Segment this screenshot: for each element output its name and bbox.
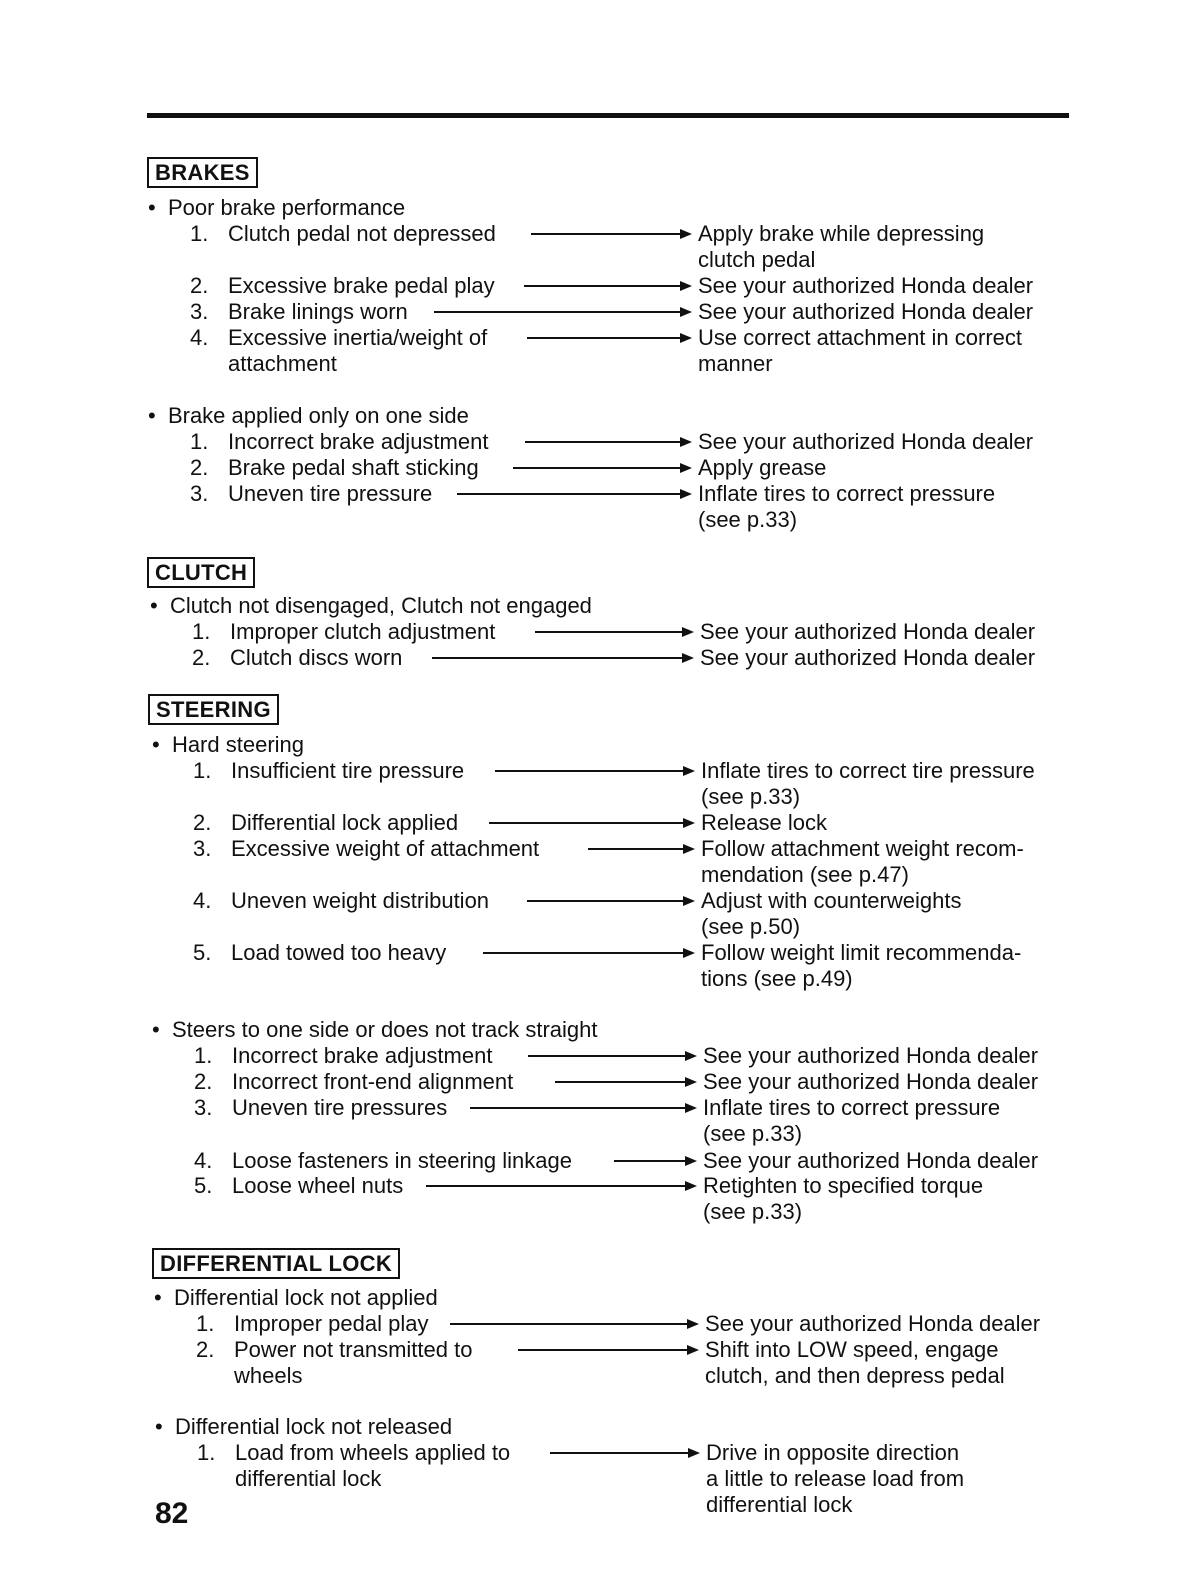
cause-text-cont: wheels	[234, 1363, 303, 1388]
remedy-text: See your authorized Honda dealer	[700, 619, 1036, 644]
item-number: 2.	[193, 810, 212, 835]
remedy-text: Retighten to specified torque	[703, 1173, 984, 1198]
remedy-text-cont: (see p.33)	[701, 784, 801, 809]
cause-text: Excessive brake pedal play	[228, 273, 495, 298]
cause-text: Improper clutch adjustment	[230, 619, 496, 644]
cause-text: Excessive inertia/weight of	[228, 325, 488, 350]
cause-text: Load towed too heavy	[231, 940, 447, 965]
cause-text: Load from wheels applied to	[235, 1440, 511, 1465]
arrow-icon	[489, 822, 691, 824]
cause-text: Brake pedal shaft sticking	[228, 455, 479, 480]
item-number: 1.	[194, 1043, 213, 1068]
cause-text: Clutch discs worn	[230, 645, 403, 670]
remedy-text: Apply brake while depressing	[698, 221, 985, 246]
remedy-text: See your authorized Honda dealer	[698, 273, 1034, 298]
remedy-text-cont: differential lock	[706, 1492, 853, 1517]
arrow-icon	[555, 1081, 693, 1083]
item-number: 5.	[193, 940, 212, 965]
arrow-icon	[483, 952, 691, 954]
remedy-text-cont: mendation (see p.47)	[701, 862, 909, 887]
group-title: • Steers to one side or does not track straight	[152, 1017, 598, 1042]
arrow-icon	[535, 631, 690, 633]
top-rule	[147, 113, 1069, 118]
remedy-text: See your authorized Honda dealer	[700, 645, 1036, 670]
remedy-text-cont: clutch, and then depress pedal	[705, 1363, 1005, 1388]
item-number: 3.	[190, 481, 209, 506]
item-number: 2.	[196, 1337, 215, 1362]
item-number: 5.	[194, 1173, 213, 1198]
page-number: 82	[155, 1497, 189, 1530]
group-title: • Differential lock not applied	[154, 1285, 438, 1310]
cause-text: Power not transmitted to	[234, 1337, 473, 1362]
item-number: 4.	[193, 888, 212, 913]
remedy-text: Shift into LOW speed, engage	[705, 1337, 999, 1362]
item-number: 4.	[190, 325, 209, 350]
remedy-text-cont: tions (see p.49)	[701, 966, 853, 991]
item-number: 2.	[190, 273, 209, 298]
group-title: • Differential lock not released	[155, 1414, 453, 1439]
cause-text: Improper pedal play	[234, 1311, 429, 1336]
remedy-text: Inflate tires to correct pressure	[703, 1095, 1001, 1120]
remedy-text-cont: (see p.33)	[698, 507, 798, 532]
remedy-text: Release lock	[701, 810, 827, 835]
item-number: 1.	[192, 619, 211, 644]
section-heading-steering: STEERING	[148, 694, 279, 725]
remedy-text: See your authorized Honda dealer	[703, 1148, 1039, 1173]
remedy-text: Drive in opposite direction	[706, 1440, 960, 1465]
remedy-text-cont: (see p.33)	[703, 1121, 803, 1146]
cause-text-cont: differential lock	[235, 1466, 382, 1491]
remedy-text: Inflate tires to correct pressure	[698, 481, 996, 506]
group-title: • Poor brake performance	[148, 195, 406, 220]
cause-text-cont: attachment	[228, 351, 337, 376]
cause-text: Uneven tire pressures	[232, 1095, 448, 1120]
cause-text: Differential lock applied	[231, 810, 459, 835]
cause-text: Incorrect brake adjustment	[232, 1043, 493, 1068]
group-title: • Hard steering	[152, 732, 305, 757]
remedy-text: Apply grease	[698, 455, 827, 480]
cause-text: Clutch pedal not depressed	[228, 221, 496, 246]
arrow-icon	[426, 1185, 693, 1187]
arrow-icon	[432, 657, 690, 659]
remedy-text-cont: (see p.33)	[703, 1199, 803, 1224]
item-number: 4.	[194, 1148, 213, 1173]
arrow-icon	[524, 285, 688, 287]
arrow-icon	[513, 467, 688, 469]
item-number: 3.	[193, 836, 212, 861]
remedy-text: See your authorized Honda dealer	[703, 1043, 1039, 1068]
cause-text: Brake linings worn	[228, 299, 408, 324]
arrow-icon	[528, 1055, 693, 1057]
remedy-text-cont: a little to release load from	[706, 1466, 965, 1491]
remedy-text: Use correct attachment in correct	[698, 325, 1023, 350]
remedy-text: Follow attachment weight recom-	[701, 836, 1024, 861]
arrow-icon	[527, 900, 691, 902]
arrow-icon	[434, 311, 688, 313]
item-number: 1.	[190, 429, 209, 454]
remedy-text: Follow weight limit recommenda-	[701, 940, 1022, 965]
remedy-text: See your authorized Honda dealer	[705, 1311, 1041, 1336]
arrow-icon	[588, 848, 691, 850]
item-number: 3.	[194, 1095, 213, 1120]
item-number: 1.	[197, 1440, 216, 1465]
remedy-text-cont: clutch pedal	[698, 247, 816, 272]
cause-text: Loose fasteners in steering linkage	[232, 1148, 572, 1173]
arrow-icon	[527, 337, 688, 339]
arrow-icon	[450, 1323, 695, 1325]
cause-text: Insufficient tire pressure	[231, 758, 465, 783]
remedy-text: Inflate tires to correct tire pressure	[701, 758, 1035, 783]
cause-text: Loose wheel nuts	[232, 1173, 404, 1198]
remedy-text: Adjust with counterweights	[701, 888, 962, 913]
arrow-icon	[525, 441, 688, 443]
cause-text: Incorrect front-end alignment	[232, 1069, 514, 1094]
item-number: 1.	[190, 221, 209, 246]
group-title: • Clutch not disengaged, Clutch not engaged	[150, 593, 592, 618]
cause-text: Excessive weight of attachment	[231, 836, 540, 861]
arrow-icon	[495, 770, 691, 772]
arrow-icon	[470, 1107, 693, 1109]
cause-text: Uneven weight distribution	[231, 888, 490, 913]
arrow-icon	[614, 1160, 693, 1162]
group-title: • Brake applied only on one side	[148, 403, 469, 428]
cause-text: Uneven tire pressure	[228, 481, 433, 506]
arrow-icon	[550, 1452, 696, 1454]
section-heading-differential-lock: DIFFERENTIAL LOCK	[152, 1248, 400, 1279]
item-number: 1.	[196, 1311, 215, 1336]
remedy-text: See your authorized Honda dealer	[698, 299, 1034, 324]
arrow-icon	[518, 1349, 695, 1351]
remedy-text-cont: (see p.50)	[701, 914, 801, 939]
cause-text: Incorrect brake adjustment	[228, 429, 489, 454]
arrow-icon	[531, 233, 688, 235]
remedy-text: See your authorized Honda dealer	[703, 1069, 1039, 1094]
section-heading-brakes: BRAKES	[147, 157, 258, 188]
arrow-icon	[457, 493, 688, 495]
item-number: 1.	[193, 758, 212, 783]
remedy-text: See your authorized Honda dealer	[698, 429, 1034, 454]
section-heading-clutch: CLUTCH	[147, 557, 255, 588]
item-number: 2.	[192, 645, 211, 670]
remedy-text-cont: manner	[698, 351, 773, 376]
item-number: 2.	[190, 455, 209, 480]
item-number: 2.	[194, 1069, 213, 1094]
item-number: 3.	[190, 299, 209, 324]
